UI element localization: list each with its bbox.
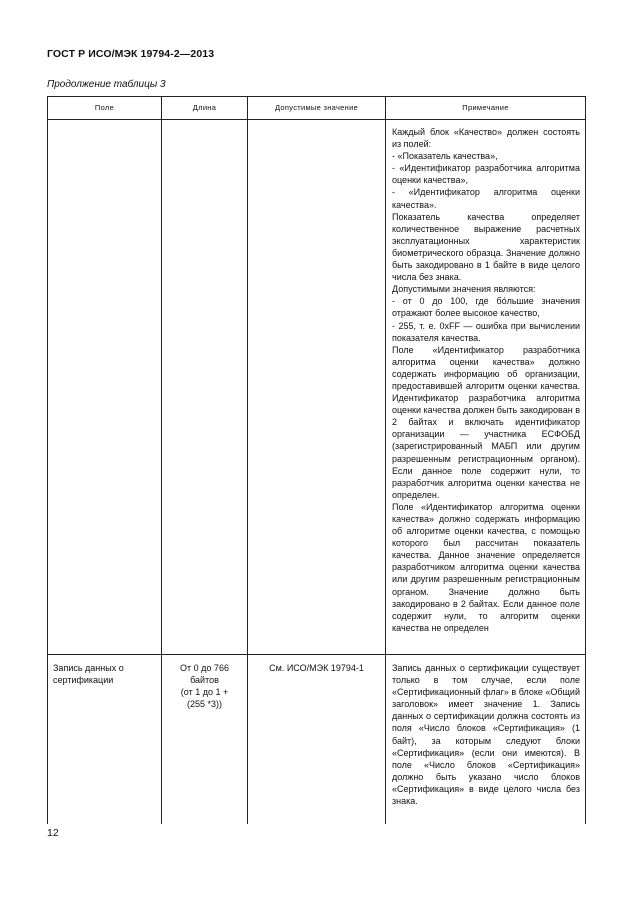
note-paragraph: Показатель качества определяет количественное выражение расчетных эксплуатационных характеристик биометрического образца. Значение должно быть закодировано в 1 байте в виде целого числа без знака. [392, 211, 580, 283]
table-row [48, 655, 586, 825]
note-paragraph: Поле «Идентификатор разработчика алгоритма оценки качества» должно содержать информацию об организации, предоставившей алгоритм оценки качества. Идентификатор разработчика алгоритма оценки качества должен быть закодирован в 2 байтах и включать идентификатор организации — участника ЕСФОБД (зарегистрированный МАБП или другим разрешенным регистрационным органом). Если данное поле содержит нули, то разработчик алгоритма оценки качества не определен. [392, 344, 580, 500]
cell-note-certification [386, 655, 586, 825]
cell-field-certification: Запись данных о сертификации [48, 655, 162, 825]
note-paragraph: Запись данных о сертификации существует только в том случае, если поле «Сертификационный флаг» в блоке «Общий заголовок» имеет значение 1. Запись данных о сертификации должна состоять из поля «Число блоков «Сертификация» (1 байт), за которым следуют блоки «Сертификация» (если они имеются). В поле «Число блоков «Сертификация» должно быть указано число блоков «Сертификация» в виде целого числа без знака. [392, 663, 580, 807]
note-paragraph: Допустимыми значения являются: [392, 284, 536, 295]
column-header-field: Поле [48, 97, 162, 120]
length-line: байтов [190, 675, 219, 686]
cell-note-quality [386, 120, 586, 655]
note-paragraph: Каждый блок «Качество» должен состоять из полей: [392, 127, 580, 150]
spec-table [47, 96, 586, 824]
column-header-length: Длина [162, 97, 248, 120]
cell-length-certification [162, 655, 248, 825]
table-caption: Продолжение таблицы 3 [47, 79, 166, 90]
document-header: ГОСТ Р ИСО/МЭК 19794-2—2013 [47, 48, 215, 60]
note-paragraph: Поле «Идентификатор алгоритма оценки качества» должно содержать информацию об алгоритме оценки качества, с помощью которого был рассчитан показатель качества. Данное значение определяется разработчиком алгоритма оценки качества или другим разрешенным регистрационным органом. Значение должно быть закодировано в 2 байтах. Если данное поле содержит нули, то алгоритм оценки качества не определен [392, 501, 580, 633]
length-line: (255 *3)) [186, 699, 222, 710]
note-paragraph: - «Показатель качества», [392, 151, 498, 162]
note-paragraph: - от 0 до 100, где бо́льшие значения отражают более высокое качество, [392, 296, 580, 319]
table-row [48, 120, 586, 655]
cell-allowed [248, 120, 386, 655]
cell-length [162, 120, 248, 655]
column-header-allowed: Допустимые значение [248, 97, 386, 120]
cell-allowed-certification: См. ИСО/МЭК 19794-1 [248, 655, 386, 825]
table-header-row [48, 97, 586, 120]
column-header-note: Примечание [386, 97, 586, 120]
page-number: 12 [47, 827, 59, 839]
note-paragraph: - 255, т. е. 0xFF — ошибка при вычислении показателя качества. [392, 320, 580, 343]
note-paragraph: - «Идентификатор разработчика алгоритма оценки качества», [392, 163, 580, 186]
length-line: От 0 до 766 [180, 663, 229, 673]
cell-field [48, 120, 162, 655]
note-paragraph: - «Идентификатор алгоритма оценки качества». [392, 187, 580, 210]
length-line: (от 1 до 1 + [180, 687, 229, 698]
